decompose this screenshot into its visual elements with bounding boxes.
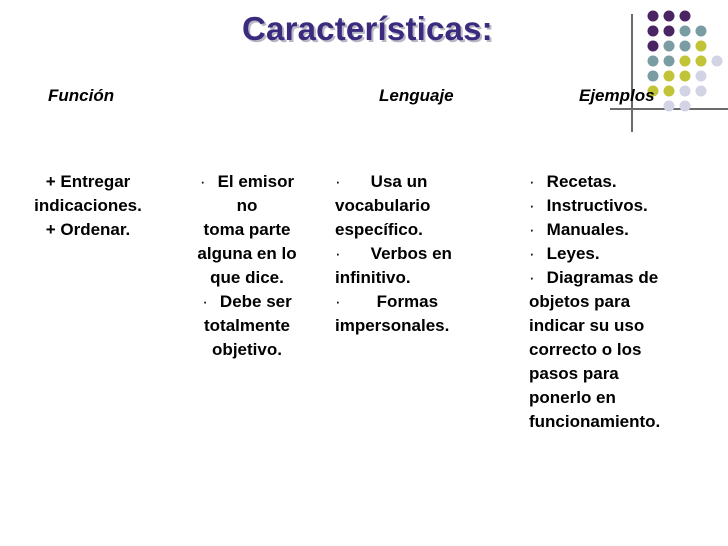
lenguaje-line: impersonales. xyxy=(335,316,450,335)
ejemplos-line: correcto o los xyxy=(529,340,642,359)
ejemplos-line: pasos para xyxy=(529,364,619,383)
emisor-line: toma parte xyxy=(203,220,291,239)
decorative-vertical-line xyxy=(631,14,633,132)
emisor-line: no xyxy=(236,196,258,215)
bullet-icon: · xyxy=(199,172,206,191)
bullet-icon: · xyxy=(529,196,535,215)
funcion-line: + Entregar xyxy=(45,172,131,191)
lenguaje-line: específico. xyxy=(335,220,423,239)
emisor-line: totalmente xyxy=(204,316,290,335)
bullet-icon: · xyxy=(529,220,535,239)
ejemplos-item: · Leyes. xyxy=(529,242,719,266)
ejemplos-line: funcionamiento. xyxy=(529,412,661,431)
lenguaje-item: · Formas xyxy=(335,290,495,314)
funcion-line: indicaciones. xyxy=(34,196,142,215)
bullet-icon: · xyxy=(529,268,535,287)
funcion-line: + Ordenar. xyxy=(45,220,131,239)
header-lenguaje: Lenguaje xyxy=(379,86,454,105)
ejemplos-item: · Instructivos. xyxy=(529,194,719,218)
header-ejemplos: Ejemplos xyxy=(579,86,655,105)
funcion-cell xyxy=(16,170,160,242)
ejemplos-line: indicar su uso xyxy=(529,316,645,335)
bullet-icon: · xyxy=(335,244,341,263)
ejemplos-item: · Diagramas de xyxy=(529,266,719,290)
ejemplos-line: objetos para xyxy=(529,292,631,311)
ejemplos-cell xyxy=(529,170,719,434)
lenguaje-item: · Usa un xyxy=(335,170,495,194)
emisor-cell xyxy=(182,170,312,362)
bullet-icon: · xyxy=(529,172,535,191)
emisor-line: objetivo. xyxy=(212,340,282,359)
slide-title: Características: xyxy=(242,10,493,47)
lenguaje-cell xyxy=(335,170,495,338)
lenguaje-item: · Verbos en xyxy=(335,242,495,266)
lenguaje-line: infinitivo. xyxy=(335,268,411,287)
emisor-item: · Debe ser xyxy=(182,290,312,314)
header-funcion: Función xyxy=(48,86,115,105)
bullet-icon: · xyxy=(529,244,535,263)
emisor-line: que dice. xyxy=(210,268,284,287)
ejemplos-item: · Recetas. xyxy=(529,170,719,194)
lenguaje-line: vocabulario xyxy=(335,196,431,215)
bullet-icon: · xyxy=(335,172,341,191)
emisor-item: · El emisor xyxy=(182,170,312,194)
bullet-icon: · xyxy=(335,292,341,311)
ejemplos-item: · Manuales. xyxy=(529,218,719,242)
bullet-icon: · xyxy=(202,292,208,311)
emisor-line: alguna en lo xyxy=(197,244,297,263)
ejemplos-line: ponerlo en xyxy=(529,388,616,407)
